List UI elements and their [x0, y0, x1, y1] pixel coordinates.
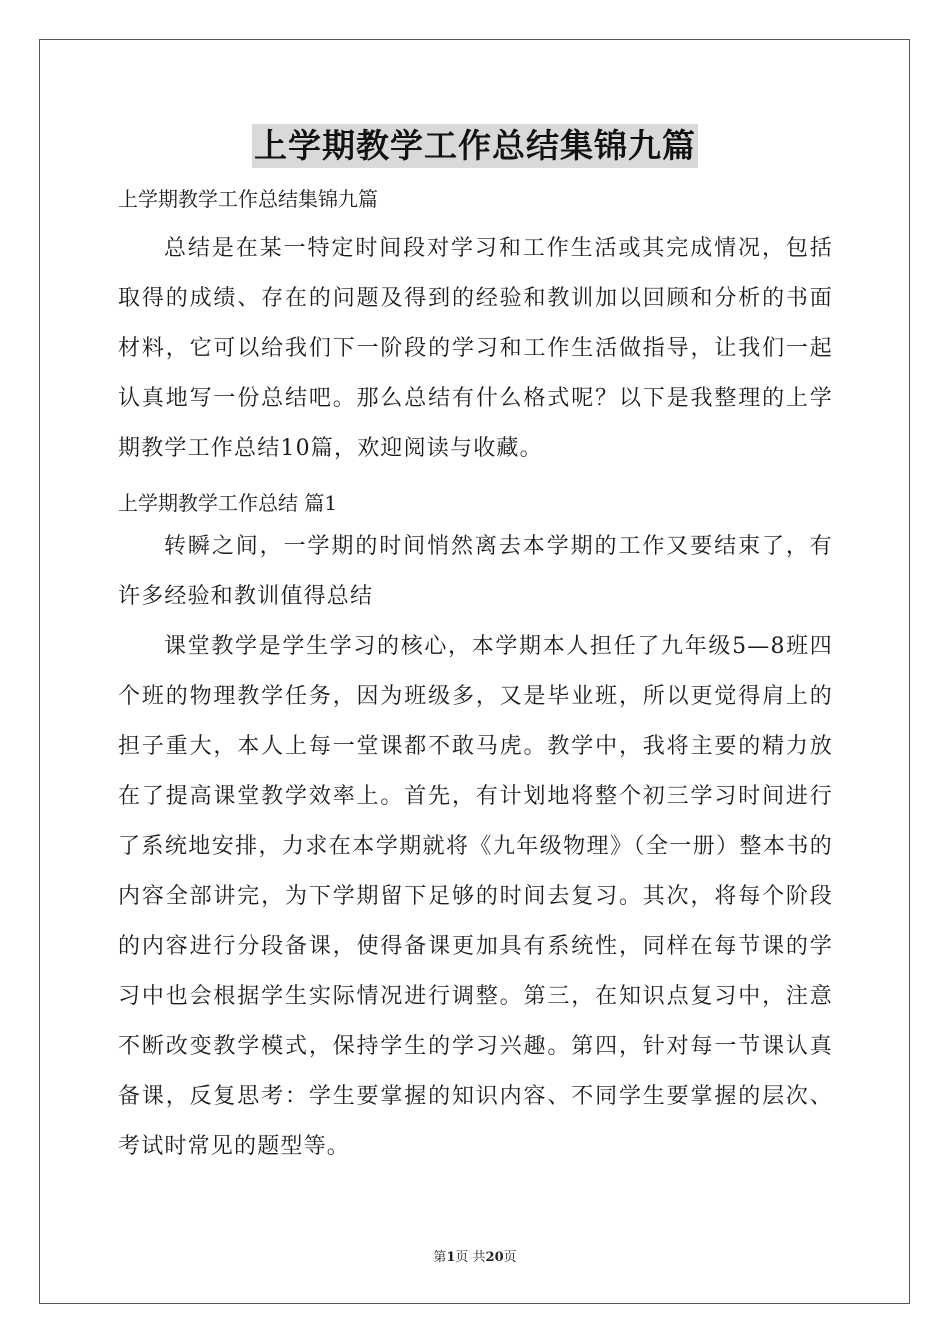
title-area — [0, 124, 950, 168]
document-subtitle: 上学期教学工作总结集锦九篇 — [118, 187, 378, 211]
document-body — [118, 180, 833, 1172]
body-paragraph: 课堂教学是学生学习的核心，本学期本人担任了九年级5—8班四个班的物理教学任务，因为班级多，又是毕业班，所以更觉得肩上的担子重大，本人上每一堂课都不敢马虎。教学中，我将主要的精力放在了提高课堂教学效率上。首先，有计划地将整个初三学习时间进行了系统地安排，力求在本学期就将《九年级物理》（全一册）整本书的内容全部讲完，为下学期留下足够的时间去复习。其次，将每个阶段的内容进行分段备课，使得备课更加具有系统性，同样在每节课的学习中也会根据学生实际情况进行调整。第三，在知识点复习中，注意不断改变教学模式，保持学生的学习兴趣。第四，针对每一节课认真备课，反复思考：学生要掌握的知识内容、不同学生要掌握的层次、考试时常见的题型等。 — [118, 634, 833, 1159]
footer-page-mid: 页 共 — [455, 1250, 486, 1265]
footer-page-suffix: 页 — [503, 1250, 517, 1265]
document-title: 上学期教学工作总结集锦九篇 — [252, 124, 698, 168]
section-heading: 上学期教学工作总结 篇1 — [118, 491, 338, 515]
footer-page-prefix: 第 — [433, 1250, 447, 1265]
body-paragraph: 转瞬之间，一学期的时间悄然离去本学期的工作又要结束了，有许多经验和教训值得总结 — [118, 534, 833, 609]
footer-current-page: 1 — [446, 1250, 456, 1265]
page-footer — [0, 1246, 950, 1265]
footer-total-pages: 20 — [485, 1250, 504, 1265]
intro-paragraph: 总结是在某一特定时间段对学习和工作生活或其完成情况，包括取得的成绩、存在的问题及得到的经验和教训加以回顾和分析的书面材料，它可以给我们下一阶段的学习和工作生活做指导，让我们一起认真地写一份总结吧。那么总结有什么格式呢？以下是我整理的上学期教学工作总结10篇，欢迎阅读与收藏。 — [118, 236, 833, 461]
